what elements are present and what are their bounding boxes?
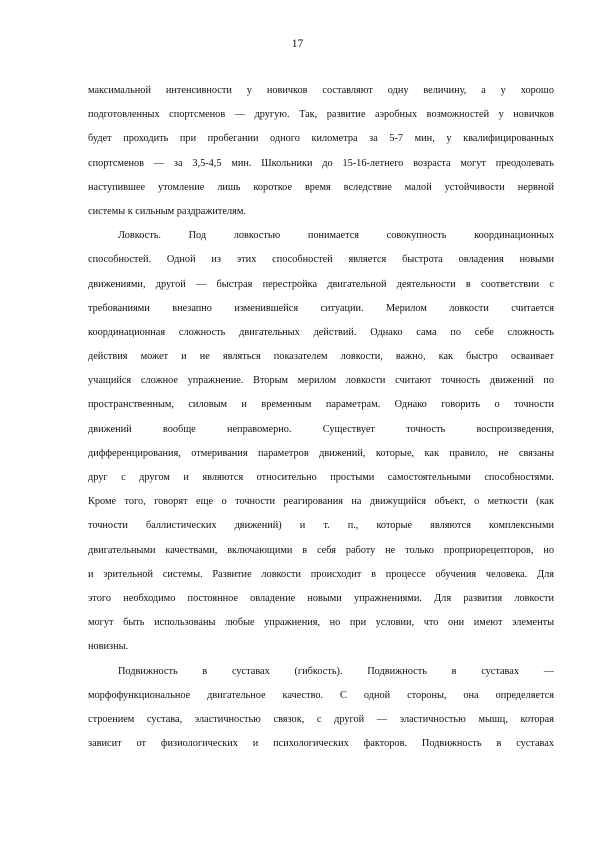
- text-line: действия может и не являться показателем ловкости, важно, как быстро осваивает: [88, 351, 554, 363]
- body-text: [88, 79, 554, 756]
- text-line: двигательными качествами, включающими в себя работу не только проприорецепторов, но: [88, 544, 554, 556]
- text-line: движений вообще неправомерно. Существует точность воспроизведения,: [88, 423, 554, 435]
- paragraph-1: [88, 79, 554, 224]
- text-line: морфофункциональное двигательное качество. С одной стороны, она определяется: [88, 689, 554, 701]
- text-line: зависит от физиологических и психологических факторов. Подвижность в суставах: [88, 738, 554, 750]
- text-line: и зрительной системы. Развитие ловкости происходит в процессе обучения человека. Для: [88, 568, 554, 580]
- text-line: Кроме того, говорят еще о точности реагирования на движущийся объект, о меткости (как: [88, 496, 554, 508]
- text-line: наступившее утомление лишь короткое время вследствие малой устойчивости нервной: [88, 181, 554, 193]
- text-line: системы к сильным раздражителям.: [88, 205, 246, 217]
- text-line: учащийся сложное упражнение. Вторым мерилом ловкости считают точность движений по: [88, 375, 554, 387]
- paragraph-3-flexibility: [88, 660, 554, 757]
- text-line: друг с другом и являются относительно простыми самостоятельными способностями.: [88, 472, 554, 483]
- text-line: требованиями внезапно изменившейся ситуации. Мерилом ловкости считается: [88, 302, 554, 314]
- text-line: этого необходимо постоянное овладение новыми упражнениями. Для развития ловкости: [88, 592, 554, 604]
- text-line: дифференцирования, отмеривания параметров движений, которые, как правило, не связаны: [88, 447, 554, 459]
- text-line: способностей. Одной из этих способностей является быстрота овладения новыми: [88, 254, 554, 266]
- text-line: Ловкость. Под ловкостью понимается совокупность координационных: [118, 230, 554, 242]
- text-line: новизны.: [88, 641, 129, 653]
- page-number: 17: [291, 38, 304, 50]
- text-line: координационная сложность двигательных действий. Однако сама по себе сложность: [88, 326, 554, 338]
- paragraph-2-agility: [88, 224, 554, 659]
- text-line: подготовленных спортсменов — другую. Так, развитие аэробных возможностей у новичков: [88, 109, 554, 121]
- text-line: максимальной интенсивности у новичков составляют одну величину, а у хорошо: [88, 85, 554, 96]
- text-line: движениями, другой — быстрая перестройка двигательной деятельности в соответствии с: [88, 278, 554, 290]
- text-line: будет проходить при пробегании одного километра за 5-7 мин, у квалифицированных: [88, 133, 554, 145]
- text-line: могут быть использованы любые упражнения, но при условии, что они имеют элементы: [88, 617, 554, 629]
- text-line: пространственным, силовым и временным параметрам. Однако говорить о точности: [88, 399, 554, 411]
- text-line: спортсменов — за 3,5-4,5 мин. Школьники до 15-16-летнего возраста могут преодолевать: [88, 157, 554, 169]
- text-line: Подвижность в суставах (гибкость). Подвижность в суставах —: [118, 665, 554, 677]
- text-line: строением сустава, эластичностью связок, с другой — эластичностью мышц, которая: [88, 713, 554, 725]
- text-line: точности баллистических движений) и т. п., которые являются комплексными: [88, 520, 554, 532]
